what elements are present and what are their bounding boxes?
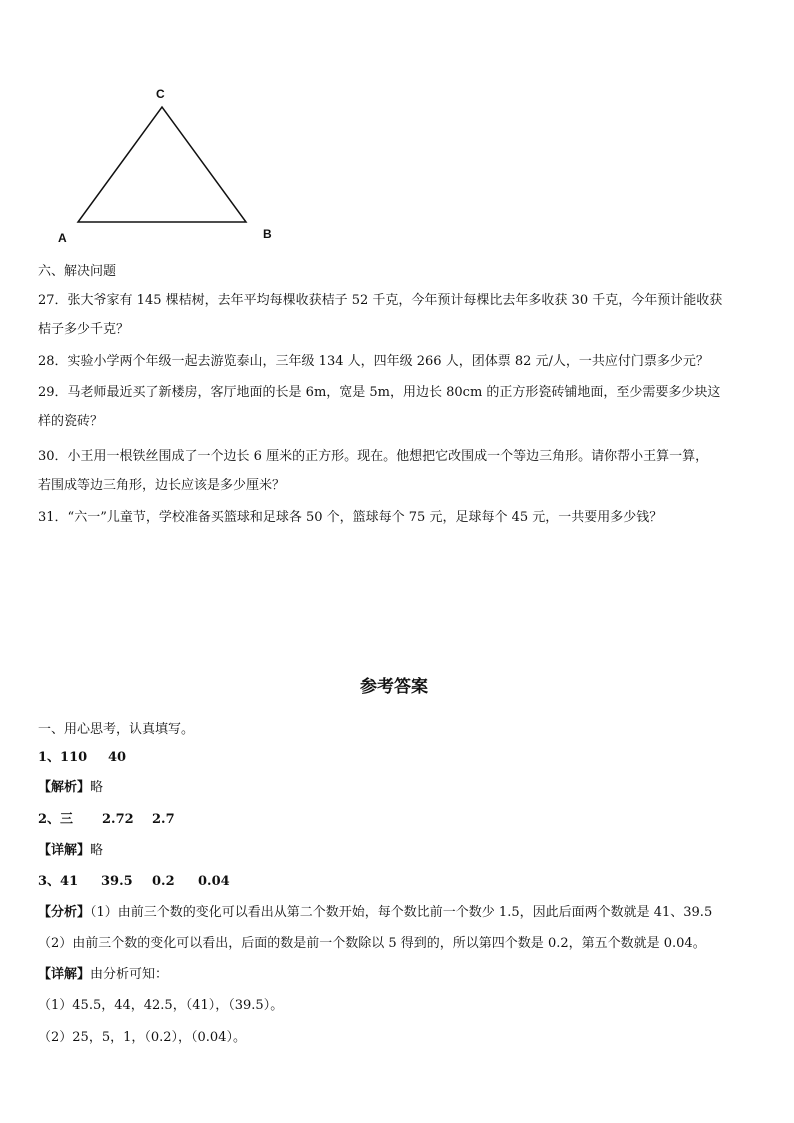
answer-2-value-2: 2.72 bbox=[102, 812, 134, 827]
analysis-text: （1）由前三个数的变化可以看出从第二个数开始，每个数比前一个数少 1.5，因此后面两个数就是 41、39.5 bbox=[90, 905, 713, 920]
detail-text: 由分析可知： bbox=[90, 967, 169, 982]
answer-2-value-3: 2.7 bbox=[152, 812, 175, 827]
detail-tag: 【详解】 bbox=[38, 967, 91, 982]
problem-30-line1: 30．小王用一根铁丝围成了一个边长 6 厘米的正方形。现在。他想把它改围成一个等边三角形。请你帮小王算一算， bbox=[38, 449, 709, 464]
answer-3-value-4: 0.04 bbox=[198, 874, 230, 889]
note-tag: 【解析】 bbox=[38, 780, 91, 795]
answer-3-analysis-2: （2）由前三个数的变化可以看出，后面的数是前一个数除以 5 得到的，所以第四个数是 0.2，第五个数就是 0.04。 bbox=[38, 936, 706, 951]
problem-31: 31．“六一”儿童节，学校准备买篮球和足球各 50 个，篮球每个 75 元，足球每个 45 元，一共要用多少钱？ bbox=[38, 510, 663, 525]
vertex-label-b: B bbox=[263, 227, 272, 241]
analysis-tag: 【分析】 bbox=[38, 905, 91, 920]
problem-28: 28．实验小学两个年级一起去游览泰山，三年级 134 人，四年级 266 人，团体票 82 元/人，一共应付门票多少元？ bbox=[38, 354, 709, 369]
vertex-label-a: A bbox=[58, 231, 67, 245]
problem-30-line2: 若围成等边三角形，边长应该是多少厘米？ bbox=[38, 478, 286, 493]
problem-29-line1: 29．马老师最近买了新楼房，客厅地面的长是 6m，宽是 5m，用边长 80cm 的正方形瓷砖铺地面，至少需要多少块这 bbox=[38, 385, 721, 400]
problem-29-line2: 样的瓷砖？ bbox=[38, 414, 104, 429]
answer-3-analysis-1 bbox=[38, 905, 712, 921]
section-heading: 六、解决问题 bbox=[38, 264, 117, 279]
answer-3-value-3: 0.2 bbox=[152, 874, 175, 889]
answer-3-value-2: 39.5 bbox=[101, 874, 133, 889]
note-text: 略 bbox=[90, 843, 104, 858]
answer-3-sequence-2: （2）25，5，1，（0.2），（0.04）。 bbox=[38, 1030, 246, 1045]
answer-3-detail bbox=[38, 967, 168, 983]
triangle-abc bbox=[78, 107, 246, 222]
note-text: 略 bbox=[90, 780, 104, 795]
vertex-label-c: C bbox=[156, 87, 165, 101]
answer-3-value-1: 3、41 bbox=[38, 874, 79, 889]
answer-2-value-1: 2、三 bbox=[38, 812, 74, 827]
answer-3-sequence-1: （1）45.5，44，42.5，（41），（39.5）。 bbox=[38, 998, 284, 1013]
answer-1-value-1: 1、110 bbox=[38, 750, 88, 765]
note-tag: 【详解】 bbox=[38, 843, 91, 858]
triangle-figure bbox=[0, 0, 794, 260]
answer-1-value-2: 40 bbox=[108, 750, 127, 765]
answers-title: 参考答案 bbox=[360, 677, 428, 697]
problem-27-line1: 27．张大爷家有 145 棵桔树，去年平均每棵收获桔子 52 千克，今年预计每棵比去年多收获 30 千克，今年预计能收获 bbox=[38, 293, 723, 308]
answer-2-note bbox=[38, 843, 103, 859]
answers-section1-heading: 一、用心思考，认真填写。 bbox=[38, 722, 195, 737]
answer-1-note bbox=[38, 780, 103, 796]
problem-27-line2: 桔子多少千克？ bbox=[38, 322, 130, 337]
